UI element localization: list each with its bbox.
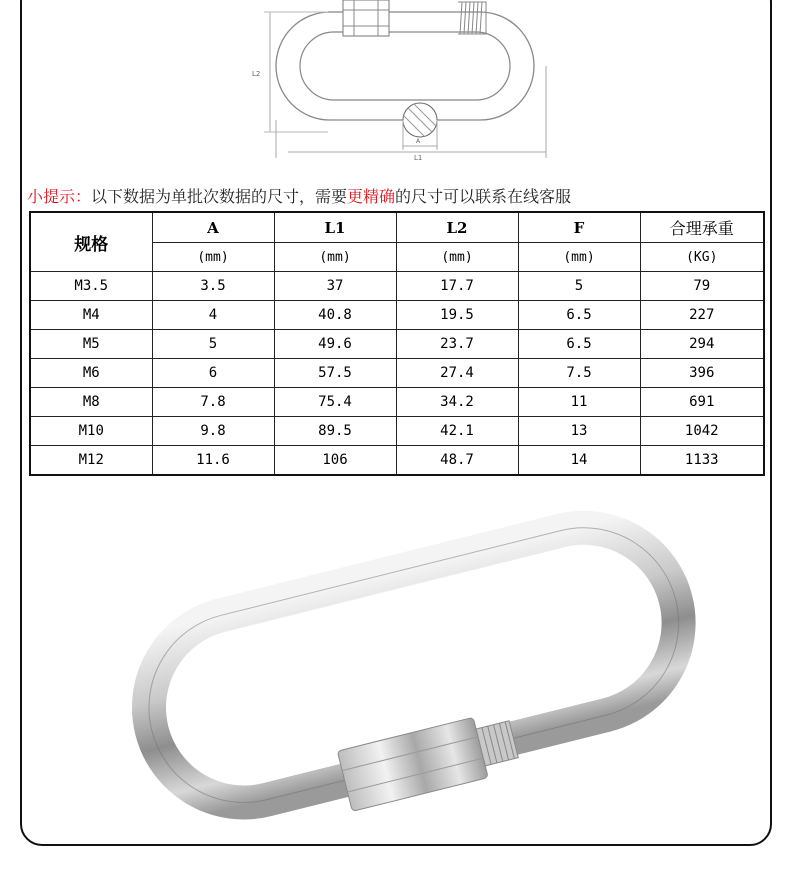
value-cell: 37 [274, 272, 396, 301]
col-header-l1: L1 [274, 212, 396, 243]
tip-text-before: 以下数据为单批次数据的尺寸，需要 [91, 187, 348, 206]
table-row [30, 417, 764, 446]
value-cell: 42.1 [396, 417, 518, 446]
col-header-l2: L2 [396, 212, 518, 243]
a-dim-label: A [416, 138, 421, 145]
value-cell: 48.7 [396, 446, 518, 476]
col-unit-a: (mm) [152, 243, 274, 272]
value-cell: 5 [152, 330, 274, 359]
value-cell: 89.5 [274, 417, 396, 446]
spec-cell: M5 [30, 330, 152, 359]
value-cell: 227 [640, 301, 764, 330]
value-cell: 75.4 [274, 388, 396, 417]
spec-cell: M4 [30, 301, 152, 330]
col-unit-l2: (mm) [396, 243, 518, 272]
value-cell: 1133 [640, 446, 764, 476]
value-cell: 34.2 [396, 388, 518, 417]
spec-cell: M6 [30, 359, 152, 388]
spec-cell: M3.5 [30, 272, 152, 301]
col-header-a: A [152, 212, 274, 243]
value-cell: 23.7 [396, 330, 518, 359]
value-cell: 6 [152, 359, 274, 388]
col-unit-load: (KG) [640, 243, 764, 272]
l1-dim-label: L1 [414, 154, 423, 162]
value-cell: 11 [518, 388, 640, 417]
spec-cell: M10 [30, 417, 152, 446]
table-row [30, 301, 764, 330]
value-cell: 6.5 [518, 330, 640, 359]
value-cell: 14 [518, 446, 640, 476]
value-cell: 11.6 [152, 446, 274, 476]
tip-line [27, 184, 571, 207]
value-cell: 1042 [640, 417, 764, 446]
value-cell: 40.8 [274, 301, 396, 330]
product-photo [120, 500, 710, 840]
spec-cell: M12 [30, 446, 152, 476]
spec-cell: M8 [30, 388, 152, 417]
value-cell: 49.6 [274, 330, 396, 359]
value-cell: 57.5 [274, 359, 396, 388]
tip-text-after: 的尺寸可以联系在线客服 [395, 187, 572, 206]
table-row [30, 330, 764, 359]
spec-header: 规格 [30, 212, 152, 272]
col-header-f: F [518, 212, 640, 243]
value-cell: 691 [640, 388, 764, 417]
value-cell: 27.4 [396, 359, 518, 388]
col-unit-l1: (mm) [274, 243, 396, 272]
value-cell: 79 [640, 272, 764, 301]
value-cell: 13 [518, 417, 640, 446]
col-header-load: 合理承重 [640, 212, 764, 243]
value-cell: 396 [640, 359, 764, 388]
spec-table-body [30, 272, 764, 476]
value-cell: 9.8 [152, 417, 274, 446]
value-cell: 17.7 [396, 272, 518, 301]
value-cell: 3.5 [152, 272, 274, 301]
value-cell: 7.5 [518, 359, 640, 388]
table-row [30, 388, 764, 417]
table-row [30, 446, 764, 476]
l2-dim-label: L2 [252, 70, 261, 78]
value-cell: 6.5 [518, 301, 640, 330]
technical-diagram [248, 0, 558, 165]
tip-label: 小提示： [27, 187, 92, 206]
table-row [30, 359, 764, 388]
value-cell: 5 [518, 272, 640, 301]
value-cell: 106 [274, 446, 396, 476]
col-unit-f: (mm) [518, 243, 640, 272]
spec-table [29, 211, 765, 476]
value-cell: 7.8 [152, 388, 274, 417]
tip-highlight: 更精确 [347, 187, 396, 206]
table-row [30, 272, 764, 301]
value-cell: 19.5 [396, 301, 518, 330]
value-cell: 4 [152, 301, 274, 330]
value-cell: 294 [640, 330, 764, 359]
